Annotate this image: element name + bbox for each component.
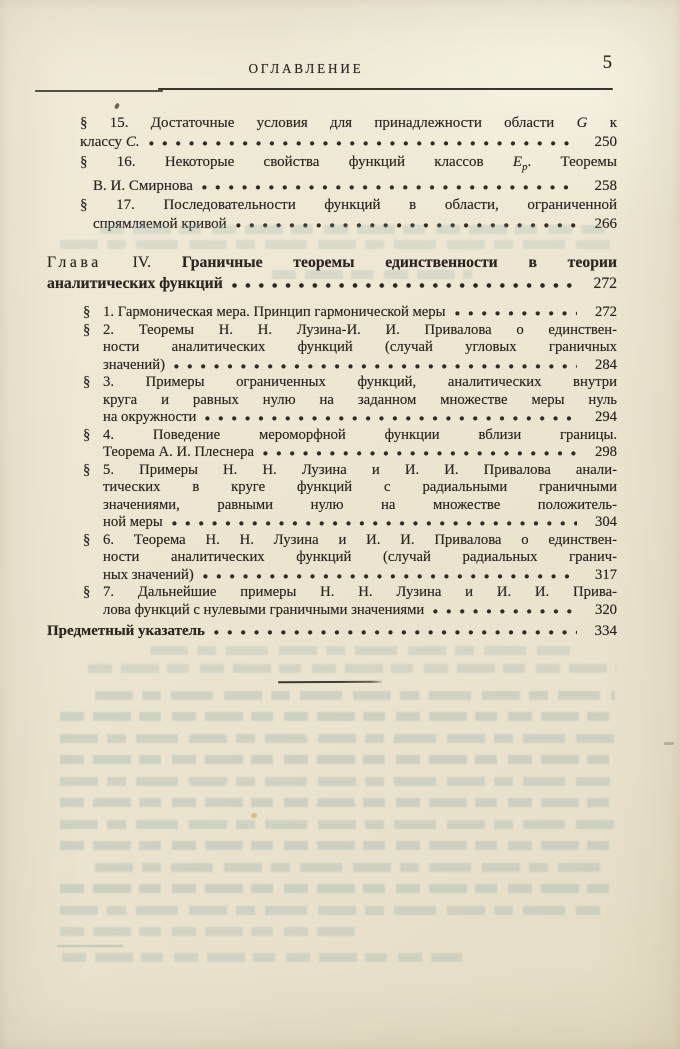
section-symbol: § [83,304,91,321]
bleed-through-text-line [60,820,617,829]
entry-page-number: 284 [594,356,617,373]
toc-line [47,374,617,392]
entry-text-segment: к [587,115,617,131]
entry-text-segment: 2. Теоремы Н. Н. Лузина-И. И. Привалова о единствен- [103,321,617,338]
entry-text [103,567,194,585]
toc-entry-section-6 [47,532,617,585]
toc-entry-section-17 [47,196,617,235]
bleed-through-text-line [60,906,600,915]
entry-text-segment: § 15. Достаточные условия для принадлежности области [80,115,577,131]
section-symbol: § [83,461,91,478]
toc-line [47,427,617,445]
entry-text-segment: 7. Дальнейшие примеры Н. Н. Лузина и И. И. Прива- [103,584,617,601]
toc-entry-section-3 [47,374,617,427]
bleed-through-text-line [60,927,360,936]
entry-text [93,177,193,196]
toc-line [47,357,617,375]
bleed-through-text-line [60,884,617,893]
scan-speck [114,102,120,109]
entry-text-segment: Граничные теоремы единственности в теории [181,253,617,271]
section-divider [278,681,382,684]
toc-line [47,114,617,133]
entry-text [103,339,617,357]
toc-line [47,462,617,480]
entry-text-segment: С. [125,134,140,151]
entry-text [103,392,617,410]
dot-leader [214,630,577,635]
entry-text [103,374,617,392]
entry-text-segment: Предметный указатель [47,623,205,640]
entry-text-segment: ной меры [103,514,163,531]
toc-line [47,304,617,322]
entry-page-number: 250 [594,134,617,151]
toc-line [47,339,617,357]
entry-text [103,549,617,567]
section-symbol: § [83,374,91,391]
entry-text [80,153,617,177]
table-of-contents [47,114,617,641]
entry-text-segment: G [576,115,588,131]
header-rule [158,88,613,90]
dot-leader [455,311,577,316]
toc-entry-index [47,622,617,641]
toc-entry-section-4 [47,427,617,462]
entry-text-segment: круга и равных нулю на заданном множестве меры нуль [103,391,617,408]
entry-text-segment: значений) [103,356,165,373]
entry-text [103,444,254,462]
bleed-through-text-line [60,777,610,786]
bleed-through-text-line [60,712,617,721]
entry-text [80,133,140,152]
entry-text [80,114,617,133]
dot-leader [172,521,577,526]
entry-text [47,274,223,295]
scan-speck [251,813,257,818]
entry-text [103,409,196,427]
entry-page-number: 298 [594,444,617,461]
bleed-through-text-line [60,734,617,743]
entry-page-number: 317 [594,566,617,583]
entry-text-segment: 6. Теорема Н. Н. Лузина и И. И. Привалова о единствен- [103,531,617,548]
entry-text-segment: IV. [101,253,182,271]
section-symbol: § [83,426,91,443]
toc-line [47,479,617,497]
entry-text-segment: 5. Примеры Н. Н. Лузина и И. И. Привалова анали- [103,461,617,478]
entry-text [103,304,446,322]
toc-line [47,409,617,427]
entry-text-segment: § 17. Последовательности функций в области, ограниченной [80,197,617,214]
bleed-through-text-line [60,755,617,764]
bleed-through-text-line [60,798,617,807]
entry-text-segment: на окружности [103,409,197,426]
toc-line [47,153,617,177]
entry-text-segment: тических в круге функций с радиальными граничными [103,479,617,496]
toc-line [47,274,617,295]
bleed-through-text-line [95,691,615,700]
bleed-through-text-line [60,841,617,850]
entry-text-segment: Теорема А. И. Плеснера [103,444,255,461]
toc-entry-section-7 [47,584,617,619]
toc-line [47,215,617,234]
entry-text-segment: 3. Примеры ограниченных функций, аналитических внутри [103,374,617,391]
entry-text-segment: ности аналитических функций (случай угловых граничных [103,339,617,356]
dot-leader [149,141,577,146]
dot-leader [236,223,577,228]
entry-page-number: 272 [594,304,617,321]
entry-text [103,514,163,532]
entry-text-segment: 1. Гармоническая мера. Принцип гармонической меры [103,304,446,321]
bleed-through-text-line [150,646,570,655]
section-symbol: § [83,584,91,601]
toc-entry-section-16 [47,153,617,197]
footnote-rule-ghost [57,945,123,947]
toc-line [47,584,617,602]
entry-text-segment: Глава [47,253,102,271]
entry-text [47,622,205,641]
entry-text [103,497,617,515]
toc-entry-section-15 [47,114,617,153]
section-symbol: § [83,321,91,338]
dot-leader [205,416,577,421]
toc-line [47,253,617,274]
entry-text [103,584,617,602]
entry-text [103,479,617,497]
entry-text [103,602,424,620]
bleed-through-text-line [88,664,616,673]
entry-page-number: 294 [594,409,617,426]
entry-text-segment: 4. Поведение мероморфной функции вблизи границы. [103,426,617,443]
entry-text-segment: классу [80,134,126,151]
entry-text [80,196,617,215]
entry-text-segment: спрямляемой кривой [93,216,227,233]
toc-line [47,497,617,515]
toc-line [47,196,617,215]
toc-line [47,532,617,550]
dot-leader [202,185,577,190]
entry-text-segment: аналитических функций [47,274,223,292]
toc-entry-section-2 [47,322,617,375]
toc-line [47,622,617,641]
toc-line [47,392,617,410]
dot-leader [203,574,577,579]
bleed-through-text-line [95,863,610,872]
entry-page-number: 320 [594,601,617,618]
entry-text-segment: E [512,153,523,170]
dot-leader [263,451,577,456]
toc-line [47,514,617,532]
toc-line [47,567,617,585]
toc-entry-section-5 [47,462,617,532]
entry-text-segment: § 16. Некоторые свойства функций классов [80,153,513,170]
section-symbol: § [83,531,91,548]
toc-line [47,133,617,152]
entry-text-segment: ности аналитических функций (случай радиальных гранич- [103,549,617,566]
bleed-through-text-line [62,953,462,962]
entry-text-segment: лова функций с нулевыми граничными значениями [103,601,425,618]
toc-entry-section-1 [47,304,617,322]
dot-leader [232,283,577,288]
page-header-title: ОГЛАВЛЕНИЕ [248,61,364,76]
entry-text [93,215,227,234]
entry-text-segment: . Теоремы [527,153,618,170]
toc-line [47,549,617,567]
toc-line [47,322,617,340]
entry-text-segment: значениями, равными нулю на множестве положитель- [103,496,617,513]
page-number: 5 [602,53,612,73]
dot-leader [174,364,577,369]
toc-line [47,444,617,462]
toc-line [47,177,617,196]
entry-text-segment: ных значений) [103,566,194,583]
entry-text [103,322,617,340]
entry-text [103,532,617,550]
dot-leader [433,609,577,614]
entry-text [103,357,165,375]
entry-text-segment: В. И. Смирнова [93,177,193,194]
entry-page-number: 266 [594,216,617,233]
scan-speck [664,742,674,745]
entry-page-number: 272 [593,274,617,292]
entry-page-number: 304 [594,514,617,531]
toc-line [47,602,617,620]
entry-page-number: 258 [594,177,617,194]
entry-text [103,462,617,480]
entry-text [103,427,617,445]
entry-text [47,253,617,274]
header-rule [35,90,163,92]
entry-page-number: 334 [594,623,617,640]
entry-text-segment: p [522,160,528,173]
toc-entry-chapter-4 [47,253,617,295]
